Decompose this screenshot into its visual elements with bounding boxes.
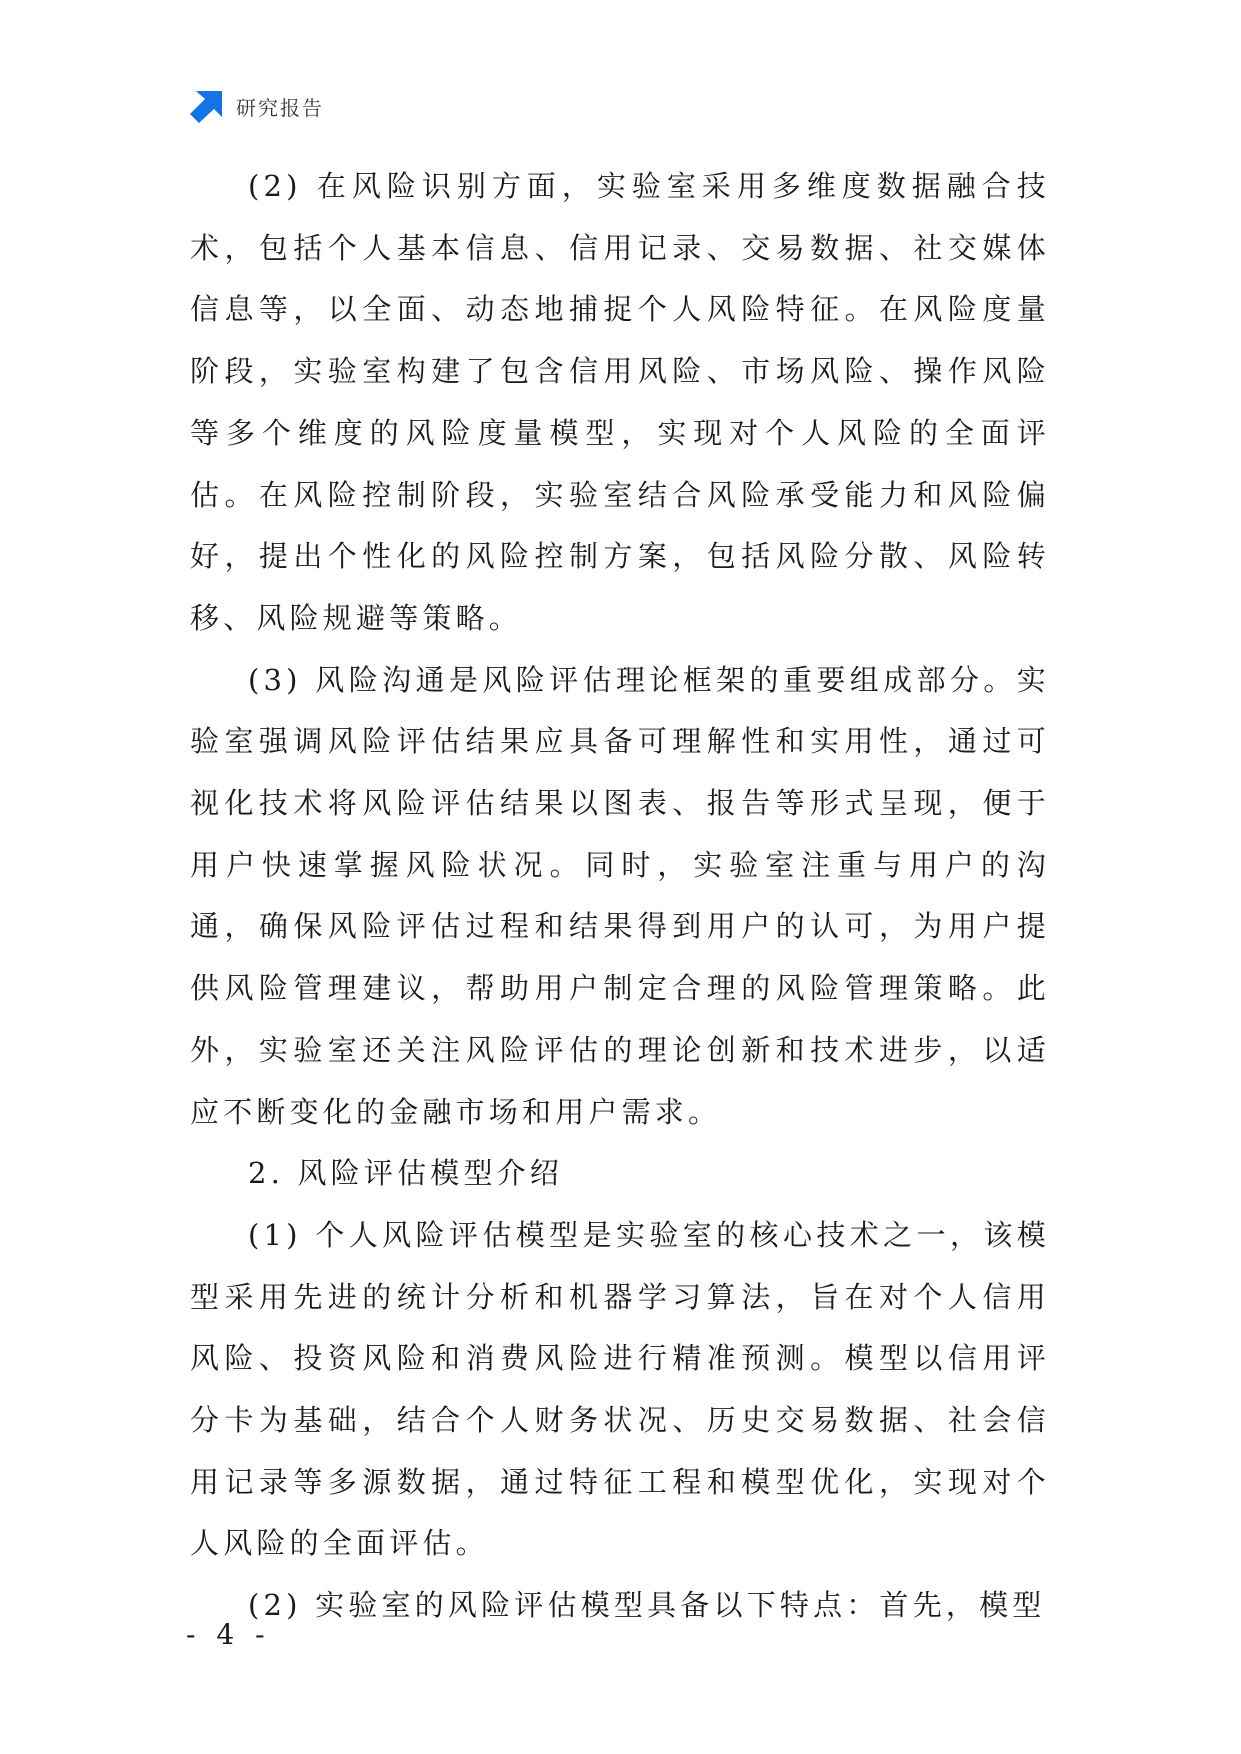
paragraph: (1) 个人风险评估模型是实验室的核心技术之一，该模型采用先进的统计分析和机器学习算法，旨在对个人信用风险、投资风险和消费风险进行精准预测。模型以信用评分卡为基础，结合个人财务状况、历史交易数据、社会信用记录等多源数据，通过特征工程和模型优化，实现对个人风险的全面评估。 (190, 1217, 1050, 1561)
header-title: 研究报告 (236, 95, 324, 120)
paragraph: (3) 风险沟通是风险评估理论框架的重要组成部分。实验室强调风险评估结果应具备可理解性和实用性，通过可视化技术将风险评估结果以图表、报告等形式呈现，便于用户快速掌握风险状况。同时，实验室注重与用户的沟通，确保风险评估过程和结果得到用户的认可，为用户提供风险管理建议，帮助用户制定合理的风险管理策略。此外，实验室还关注风险评估的理论创新和技术进步，以适应不断变化的金融市场和用户需求。 (190, 662, 1050, 1129)
paragraph: (2) 在风险识别方面，实验室采用多维度数据融合技术，包括个人基本信息、信用记录、交易数据、社交媒体信息等，以全面、动态地捕捉个人风险特征。在风险度量阶段，实验室构建了包含信用风险、市场风险、操作风险等多个维度的风险度量模型，实现对个人风险的全面评估。在风险控制阶段，实验室结合风险承受能力和风险偏好，提出个性化的风险控制方案，包括风险分散、风险转移、风险规避等策略。 (190, 169, 1050, 635)
arrow-up-right-icon (190, 89, 224, 123)
page-header (190, 88, 324, 124)
page-number: - 4 - (186, 1618, 271, 1651)
paragraph: (2) 实验室的风险评估模型具备以下特点：首先，模型 (248, 1588, 1046, 1623)
document-body (190, 156, 1050, 1637)
section-heading: 2. 风险评估模型介绍 (248, 1156, 564, 1191)
